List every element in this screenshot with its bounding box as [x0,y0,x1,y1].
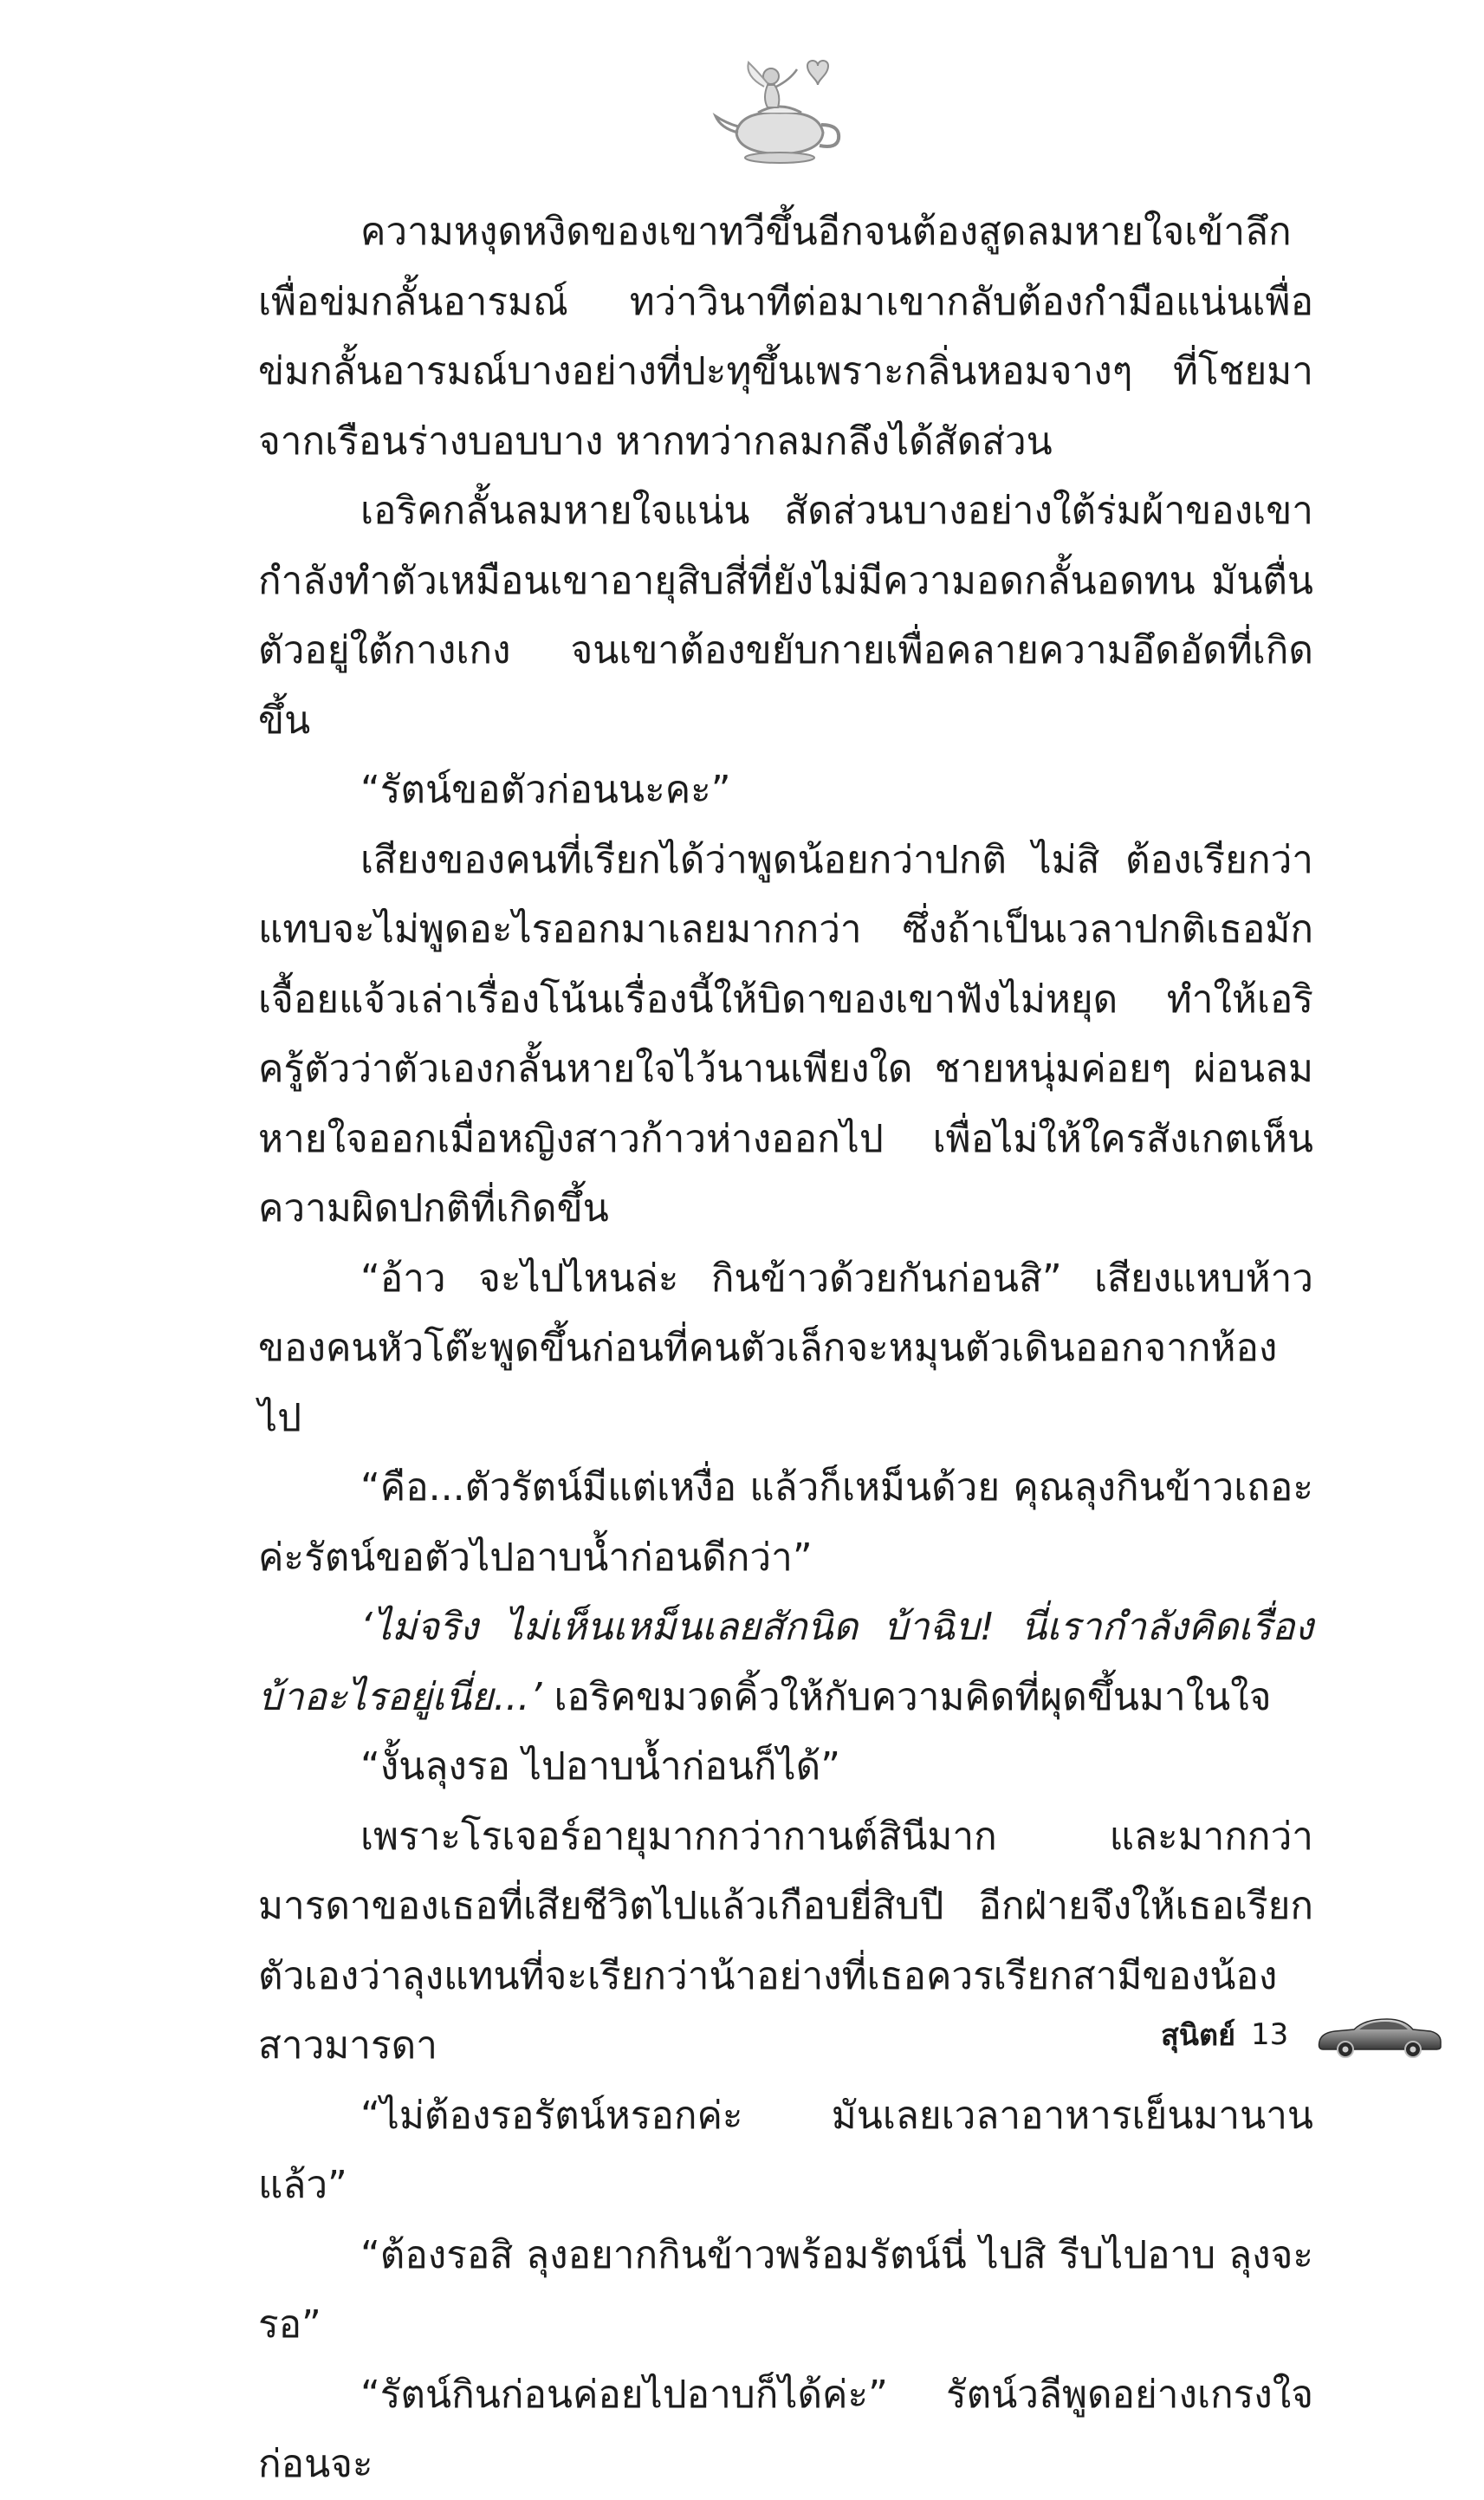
dialogue-paragraph: “งั้นลุงรอ ไปอาบน้ำก่อนก็ได้” [360,1744,841,1789]
page-number: 13 [1251,2017,1289,2052]
cupid-teapot-ornament-icon [710,50,849,172]
thought-paragraph [258,1593,1313,1732]
paragraph: เพราะโรเจอร์อายุมากกว่ากานต์สินีมาก และมากกว่ามารดาของเธอที่เสียชีวิตไปแล้วเกือบยี่สิบปี อีกฝ่ายจึงให้เธอเรียกตัวเองว่าลุงแทนที่จะเรียกว่าน้าอย่างที่เธอควรเรียกสามีของน้องสาวมารดา [258,1814,1313,2068]
dialogue-paragraph: “ต้องรอสิ ลุงอยากกินข้าวพร้อมรัตน์นี่ ไปสิ รีบไปอาบ ลุงจะรอ” [258,2232,1313,2347]
body-text [258,198,1313,2500]
footer-author: สุนิตย์ [1161,2018,1235,2053]
dialogue-paragraph: “อ้าว จะไปไหนล่ะ กินข้าวด้วยกันก่อนสิ” เสียงแหบห้าวของคนหัวโต๊ะพูดขึ้นก่อนที่คนตัวเล็กจะหมุนตัวเดินออกจากห้องไป [258,1256,1313,1440]
narration: เอริคขมวดคิ้วให้กับความคิดที่ผุดขึ้นมาในใจ [541,1674,1272,1719]
dialogue-paragraph: “คือ...ตัวรัตน์มีแต่เหงื่อ แล้วก็เหม็นด้วย คุณลุงกินข้าวเถอะค่ะรัตน์ขอตัวไปอาบน้ำก่อนดีกว่า” [258,1465,1313,1580]
page-footer [1161,2009,1444,2061]
dialogue-paragraph: “รัตน์ขอตัวก่อนนะคะ” [360,768,731,812]
paragraph: เสียงของคนที่เรียกได้ว่าพูดน้อยกว่าปกติ ไม่สิ ต้องเรียกว่าแทบจะไม่พูดอะไรออกมาเลยมากกว่า ซึ่งถ้าเป็นเวลาปกติเธอมักเจื้อยแจ้วเล่าเรื่องโน้นเรื่องนี้ให้บิดาของเขาฟังไม่หยุด ทำให้เอริครู้ตัวว่าตัวเองกลั้นหายใจไว้นานเพียงใด ชายหนุ่มค่อยๆ ผ่อนลมหายใจออกเมื่อหญิงสาวก้าวห่างออกไป เพื่อไม่ให้ใครสังเกตเห็นความผิดปกติที่เกิดขึ้น [258,837,1313,1231]
paragraph: ความหงุดหงิดของเขาทวีขึ้นอีกจนต้องสูดลมหายใจเข้าลึกเพื่อข่มกลั้นอารมณ์ ทว่าวินาทีต่อมาเขากลับต้องกำมือแน่นเพื่อข่มกลั้นอารมณ์บางอย่างที่ปะทุขึ้นเพราะกลิ่นหอมจางๆ ที่โชยมาจากเรือนร่างบอบบาง หากทว่ากลมกลึงได้สัดส่วน [258,210,1313,464]
luxury-car-icon [1314,2010,1444,2059]
paragraph: เอริคกลั้นลมหายใจแน่น สัดส่วนบางอย่างใต้ร่มผ้าของเขากำลังทำตัวเหมือนเขาอายุสิบสี่ที่ยังไม่มีความอดกลั้นอดทน มันตื่นตัวอยู่ใต้กางเกง จนเขาต้องขยับกายเพื่อคลายความอึดอัดที่เกิดขึ้น [258,489,1313,743]
dialogue-paragraph: “รัตน์กินก่อนค่อยไปอาบก็ได้ค่ะ” รัตน์วลีพูดอย่างเกรงใจ ก่อนจะ [258,2372,1313,2486]
dialogue-paragraph: “ไม่ต้องรอรัตน์หรอกค่ะ มันเลยเวลาอาหารเย็นมานานแล้ว” [258,2093,1313,2207]
inner-thought: ‘ไม่จริง ไม่เห็นเหม็นเลยสักนิด บ้าฉิบ! นี่เรากำลังคิดเรื่องบ้าอะไรอยู่เนี่ย...’ [258,1605,1313,1719]
